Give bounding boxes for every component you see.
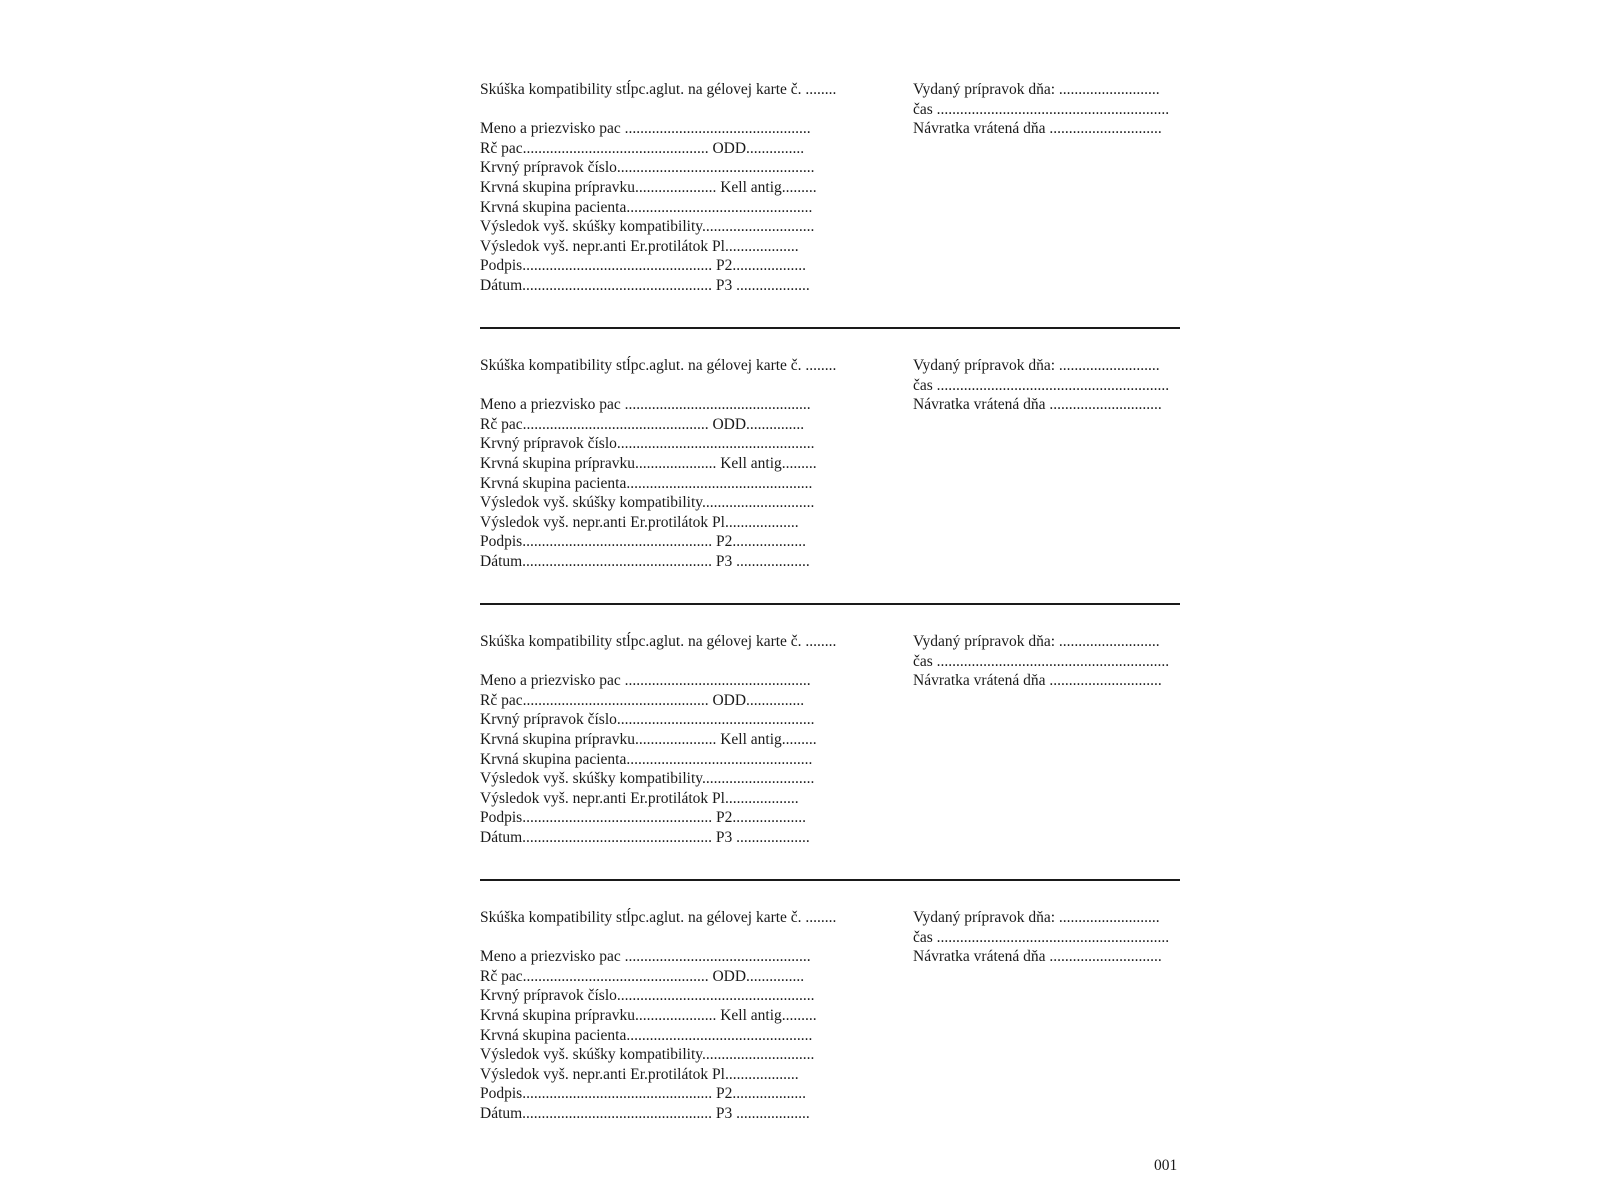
field-antibody-result-p1: Výsledok vyš. nepr.anti Er.protilátok Pl...................: [480, 237, 799, 255]
field-date-p3: Dátum................................................. P3 ...................: [480, 828, 810, 846]
form-fields-left: [480, 908, 848, 1124]
field-time: čas ............................................................: [913, 100, 1170, 118]
form-fields-left: [480, 356, 848, 572]
field-birth-number-department: Rč pac................................................ ODD...............: [480, 415, 805, 433]
field-time: čas ............................................................: [913, 928, 1170, 946]
field-return-date: Návratka vrátená dňa .............................: [913, 672, 1162, 690]
field-patient-name: Meno a priezvisko pac ................................................: [480, 672, 811, 690]
compatibility-form-1: [480, 80, 1180, 316]
field-antibody-result-p1: Výsledok vyš. nepr.anti Er.protilátok Pl...................: [480, 1065, 799, 1083]
field-signature-p2: Podpis................................................. P2...................: [480, 257, 806, 275]
form-title: Skúška kompatibility stĺpc.aglut. na gélovej karte č. ........: [480, 633, 837, 650]
section-divider: [480, 603, 1180, 605]
field-product-blood-group-kell: Krvná skupina prípravku..................... Kell antig.........: [480, 454, 817, 472]
section-divider: [480, 327, 1180, 329]
field-compatibility-result: Výsledok vyš. skúšky kompatibility.............................: [480, 1046, 815, 1064]
form-fields-left: [480, 80, 848, 296]
field-birth-number-department: Rč pac................................................ ODD...............: [480, 691, 805, 709]
field-patient-blood-group: Krvná skupina pacienta................................................: [480, 1026, 813, 1044]
section-divider: [480, 879, 1180, 881]
field-blood-product-number: Krvný prípravok číslo...................................................: [480, 159, 815, 177]
field-issued-date: Vydaný prípravok dňa: ..........................: [913, 81, 1160, 98]
field-blood-product-number: Krvný prípravok číslo...................................................: [480, 435, 815, 453]
form-title: Skúška kompatibility stĺpc.aglut. na gélovej karte č. ........: [480, 909, 837, 926]
field-time: čas ............................................................: [913, 376, 1170, 394]
form-title: Skúška kompatibility stĺpc.aglut. na gélovej karte č. ........: [480, 81, 837, 98]
field-issued-date: Vydaný prípravok dňa: ..........................: [913, 633, 1160, 650]
field-compatibility-result: Výsledok vyš. skúšky kompatibility.............................: [480, 218, 815, 236]
field-product-blood-group-kell: Krvná skupina prípravku..................... Kell antig.........: [480, 730, 817, 748]
form-fields-right: [913, 80, 1180, 139]
field-birth-number-department: Rč pac................................................ ODD...............: [480, 139, 805, 157]
spacer: [480, 928, 848, 948]
spacer: [480, 652, 848, 672]
compatibility-form-3: [480, 632, 1180, 868]
field-product-blood-group-kell: Krvná skupina prípravku..................... Kell antig.........: [480, 1006, 817, 1024]
field-return-date: Návratka vrátená dňa .............................: [913, 948, 1162, 966]
field-time: čas ............................................................: [913, 652, 1170, 670]
field-antibody-result-p1: Výsledok vyš. nepr.anti Er.protilátok Pl...................: [480, 513, 799, 531]
document-page: [480, 80, 1180, 1184]
field-birth-number-department: Rč pac................................................ ODD...............: [480, 967, 805, 985]
field-product-blood-group-kell: Krvná skupina prípravku..................... Kell antig.........: [480, 178, 817, 196]
compatibility-form-4: [480, 908, 1180, 1144]
field-patient-blood-group: Krvná skupina pacienta................................................: [480, 198, 813, 216]
field-patient-name: Meno a priezvisko pac ................................................: [480, 396, 811, 414]
field-patient-name: Meno a priezvisko pac ................................................: [480, 120, 811, 138]
field-issued-date: Vydaný prípravok dňa: ..........................: [913, 909, 1160, 926]
compatibility-form-2: [480, 356, 1180, 592]
field-signature-p2: Podpis................................................. P2...................: [480, 1085, 806, 1103]
field-antibody-result-p1: Výsledok vyš. nepr.anti Er.protilátok Pl...................: [480, 789, 799, 807]
form-fields-right: [913, 908, 1180, 967]
page-number: 001: [1154, 1157, 1178, 1174]
field-compatibility-result: Výsledok vyš. skúšky kompatibility.............................: [480, 770, 815, 788]
field-compatibility-result: Výsledok vyš. skúšky kompatibility.............................: [480, 494, 815, 512]
field-date-p3: Dátum................................................. P3 ...................: [480, 1104, 810, 1122]
spacer: [480, 100, 848, 120]
form-fields-left: [480, 632, 848, 848]
form-fields-right: [913, 632, 1180, 691]
field-return-date: Návratka vrátená dňa .............................: [913, 396, 1162, 414]
form-title: Skúška kompatibility stĺpc.aglut. na gélovej karte č. ........: [480, 357, 837, 374]
field-patient-name: Meno a priezvisko pac ................................................: [480, 948, 811, 966]
field-blood-product-number: Krvný prípravok číslo...................................................: [480, 987, 815, 1005]
field-issued-date: Vydaný prípravok dňa: ..........................: [913, 357, 1160, 374]
field-return-date: Návratka vrátená dňa .............................: [913, 120, 1162, 138]
field-date-p3: Dátum................................................. P3 ...................: [480, 552, 810, 570]
field-date-p3: Dátum................................................. P3 ...................: [480, 276, 810, 294]
field-patient-blood-group: Krvná skupina pacienta................................................: [480, 474, 813, 492]
field-signature-p2: Podpis................................................. P2...................: [480, 533, 806, 551]
field-signature-p2: Podpis................................................. P2...................: [480, 809, 806, 827]
field-blood-product-number: Krvný prípravok číslo...................................................: [480, 711, 815, 729]
form-fields-right: [913, 356, 1180, 415]
field-patient-blood-group: Krvná skupina pacienta................................................: [480, 750, 813, 768]
spacer: [480, 376, 848, 396]
